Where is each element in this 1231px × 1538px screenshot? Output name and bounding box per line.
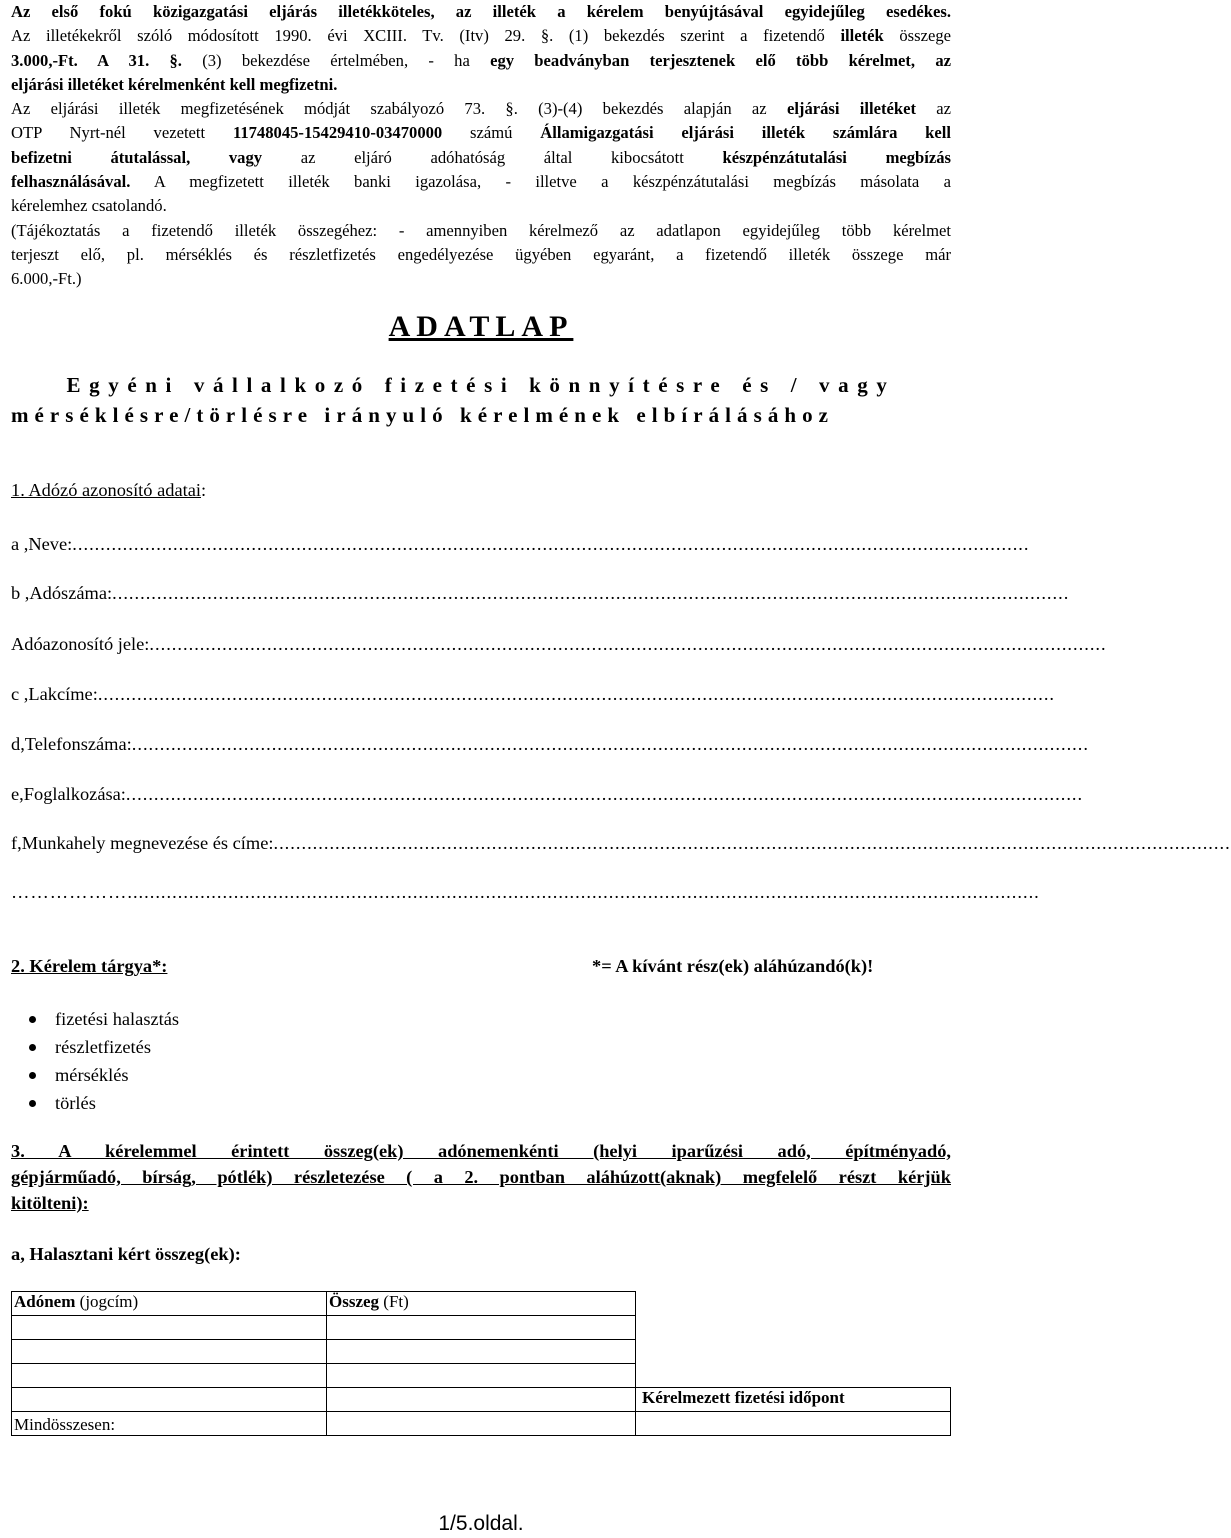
intro-line-4: eljárási illetéket kérelmenként kell megfizetni.	[11, 74, 338, 94]
section-2-heading: 2. Kérelem tárgya*:	[11, 956, 168, 976]
cell-amount[interactable]	[327, 1388, 636, 1412]
intro-text	[11, 0, 951, 292]
request-options-list	[11, 1005, 179, 1117]
cell-amount[interactable]	[327, 1340, 636, 1364]
bullet-icon	[29, 1044, 36, 1051]
cell-amount[interactable]	[327, 1364, 636, 1388]
header-requested-date: Kérelmezett fizetési időpont	[636, 1388, 951, 1412]
table-row	[12, 1364, 951, 1388]
subtitle-line-1: Egyéni vállalkozó fizetési könnyítésre és / vagy	[66, 373, 896, 397]
table-total-row	[12, 1412, 951, 1436]
table-date-header-row	[12, 1388, 951, 1412]
intro-line-2: Az illetékekről szóló módosított 1990. évi XCIII. Tv. (Itv) 29. §. (1) bekezdés szerint a fizetendő illeték összege	[11, 26, 951, 46]
bullet-icon	[29, 1072, 36, 1079]
intro-line-7: befizetni átutalással, vagy az eljáró adóhatóság által kibocsátott készpénzátutalási megbízás	[11, 147, 952, 167]
intro-line-12: 6.000,-Ft.)	[11, 269, 82, 289]
cell-amount[interactable]	[327, 1316, 636, 1340]
page-number: 1/5.oldal.	[438, 1512, 524, 1535]
table-row	[12, 1316, 951, 1340]
intro-line-5: Az eljárási illeték megfizetésének módját szabályozó 73. §. (3)-(4) bekezdés alapján az eljárási illetéket az	[11, 99, 951, 119]
cell-tax-type[interactable]	[12, 1316, 327, 1340]
field-occupation[interactable]: e, Foglalkozása: ...........................................................................................................................................................................	[11, 784, 1084, 804]
table-row	[12, 1340, 951, 1364]
total-label: Mindösszesen:	[12, 1412, 327, 1436]
option-deletion[interactable]: törlés	[11, 1089, 179, 1117]
intro-line-8: felhasználásával. A megfizetett illeték banki igazolása, - illetve a készpénzátutalási megbízás másolata a	[11, 172, 951, 192]
intro-line-1: Az első fokú közigazgatási eljárás illetékköteles, az illeték a kérelem benyújtásával egyidejűleg esedékes.	[11, 2, 951, 21]
section-3-heading: 3. A kérelemmel érintett összeg(ek) adónemenkénti (helyi iparűzési adó, építményadó, gépjárműadó, bírság, pótlék) részletezése ( a 2. pontban aláhúzott(aknak) megfelelő részt kérjük kitölteni):	[11, 1141, 951, 1213]
option-reduction[interactable]: mérséklés	[11, 1061, 179, 1089]
field-workplace[interactable]: f, Munkahely megnevezése és címe: ...........................................................................................................................................................................	[11, 833, 1231, 853]
field-address[interactable]: c , Lakcíme: ...........................................................................................................................................................................	[11, 684, 1056, 704]
deferral-table	[11, 1291, 951, 1436]
header-tax-type: Adónem (jogcím)	[12, 1292, 327, 1316]
field-phone[interactable]: d, Telefonszáma: ...........................................................................................................................................................................	[11, 734, 1089, 754]
bullet-icon	[29, 1100, 36, 1107]
table-header-row	[12, 1292, 951, 1316]
section-1-heading: 1. Adózó azonosító adatai:	[11, 480, 207, 500]
intro-line-9: kérelemhez csatolandó.	[11, 196, 167, 216]
intro-line-10: (Tájékoztatás a fizetendő illeték összegéhez: - amennyiben kérelmező az adatlapon egyidejűleg több kérelmet	[11, 220, 951, 240]
page-title: ADATLAP	[388, 310, 574, 343]
field-workplace-continued[interactable]: ………………...................................................................................................................................................................	[11, 882, 1040, 902]
intro-line-3: 3.000,-Ft. A 31. §. (3) bekezdése értelmében, - ha egy beadványban terjesztenek elő több kérelmet, az	[11, 50, 951, 70]
cell-total-amount[interactable]	[327, 1412, 636, 1436]
document-page	[11, 0, 1231, 1538]
option-installment[interactable]: részletfizetés	[11, 1033, 179, 1061]
cell-tax-type[interactable]	[12, 1340, 327, 1364]
cell-requested-date[interactable]	[636, 1412, 951, 1436]
section-2-note: *= A kívánt rész(ek) aláhúzandó(k)!	[592, 956, 874, 976]
bullet-icon	[29, 1016, 36, 1023]
subtitle-line-2: mérséklésre/törlésre irányuló kérelmének elbírálásához	[11, 403, 835, 427]
cell-tax-type[interactable]	[12, 1364, 327, 1388]
field-name[interactable]: a , Neve: ...........................................................................................................................................................................	[11, 534, 1030, 554]
option-deferral[interactable]: fizetési halasztás	[11, 1005, 179, 1033]
field-tax-id[interactable]: Adóazonosító jele: ...........................................................................................................................................................................	[11, 634, 1107, 654]
header-amount: Összeg (Ft)	[327, 1292, 636, 1316]
subsection-a-heading: a, Halasztani kért összeg(ek):	[11, 1244, 241, 1264]
intro-line-6: OTP Nyrt-nél vezetett 11748045-15429410-03470000 számú Államigazgatási eljárási illeték számlára kell	[11, 123, 951, 143]
cell-tax-type[interactable]	[12, 1388, 327, 1412]
intro-line-11: terjeszt elő, pl. mérséklés és részletfizetés engedélyezése ügyében egyaránt, a fizetendő illeték összege már	[11, 244, 951, 264]
field-tax-number[interactable]: b , Adószáma: ...........................................................................................................................................................................	[11, 583, 1070, 603]
